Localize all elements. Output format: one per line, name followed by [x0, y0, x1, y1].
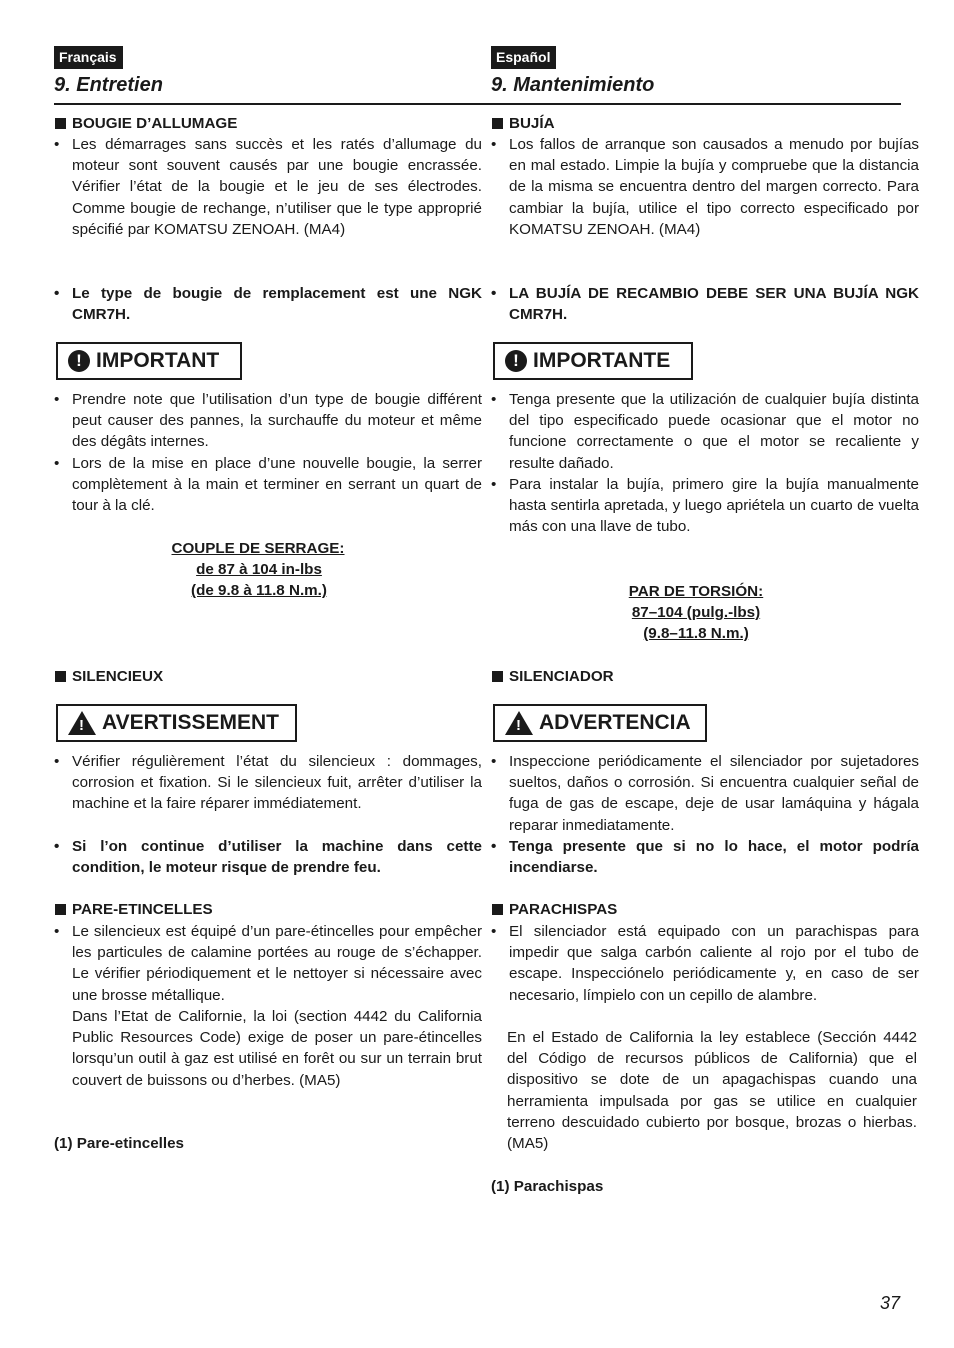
arrestor-item-1: • Le silencieux est équipé d’un pare-étincelles pour empêcher les particules de calamine portées au rouge de s’échapper. Le vérifier périodiquement et le nettoyer si nécessaire avec une brosse métallique. [54, 923, 482, 1004]
square-bullet-icon [55, 118, 66, 129]
spark-plug-text: • Les démarrages sans succès et les ratés d’allumage du moteur sont souvent causés par une bougie encrassée. Vérifier l’état de la bougie et le jeu de ses électrodes. Comme bougie de rechange, n’utiliser que le type approprié spécifié par KOMATSU ZENOAH. (MA4) [54, 136, 482, 238]
muffler-item-1: • Inspeccione periódicamente el silenciador por sujetadores sueltos, daños o corrosión. Si encuentra cualquier señal de fuga de gas de escape, deje de usar lamáquina y hágala reparar inmediatamente. [491, 753, 919, 834]
torque-line-3: (de 9.8 à 11.8 N.m.) [191, 582, 327, 599]
arrestor-item-2: Dans l’Etat de Californie, la loi (section 4442 du California Public Resources Code) exige de poser un pare-étincelles lorsqu’un outil à gaz est utilisé en forêt ou sur un terrain brut couvert de buissons ou d’herbes. (MA5) [72, 1008, 482, 1089]
section-title: 9. Entretien [54, 74, 163, 96]
exclamation-icon: ! [505, 350, 527, 372]
warning-box: ! ADVERTENCIA [493, 704, 707, 742]
torque-line-2: de 87 à 104 in-lbs [196, 561, 322, 578]
torque-line-2: 87–104 (pulg.-lbs) [631, 604, 761, 621]
french-content [54, 0, 482, 1348]
page-number: 37 [880, 1293, 901, 1313]
important-item-1: • Prendre note que l’utilisation d’un type de bougie différent peut causer des pannes, la surchauffe du moteur et même des dégâts internes. [54, 391, 482, 451]
muffler-header: SILENCIEUX [54, 666, 482, 687]
spark-plug-text: • Los fallos de arranque son causados a menudo por bujías en mal estado. Limpie la bujía y compruebe que la distancia de la misma se encuentra dentro del margen correcto. Para cambiar la bujía, utilice el tipo correcto especificado por KOMATSU ZENOAH. (MA4) [491, 136, 919, 238]
arrestor-item-1: • El silenciador está equipado con un parachispas para impedir que salga carbón caliente al rojo por el tubo de escape. Inspecciónelo periódicamente y, en caso de ser necesario, límpielo con un cepillo de alambre. [491, 923, 919, 1004]
section-title: 9. Mantenimiento [491, 74, 655, 96]
spark-plug-header: BUJÍA [491, 113, 919, 134]
warning-box: ! AVERTISSEMENT [56, 704, 297, 742]
muffler-item-2: • Si l’on continue d’utiliser la machine dans cette condition, le moteur risque de prendre feu. [54, 838, 482, 877]
language-tab: Español [491, 46, 556, 69]
warning-triangle-icon: ! [505, 711, 533, 735]
arrestor-header: PARACHISPAS [491, 899, 919, 920]
square-bullet-icon [55, 671, 66, 682]
arrestor-item-2: En el Estado de California la ley establece (Sección 4442 del Código de recursos públicos de California) que el dispositivo se dote de un apagachispas cuando una herramienta impulsada por gas se utilice en cualquier terreno descuidado cubierto por bosque, brozas o hierbas. (MA5) [507, 1029, 917, 1153]
torque-line-1: COUPLE DE SERRAGE: [171, 540, 345, 557]
important-box: ! IMPORTANTE [493, 342, 693, 380]
warning-triangle-icon: ! [68, 711, 96, 735]
important-box: ! IMPORTANT [56, 342, 242, 380]
important-item-2: • Para instalar la bujía, primero gire la bujía manualmente hasta sentirla apretada, y luego apriételа un cuarto de vuelta más con una llave de tubo. [491, 476, 919, 536]
torque-line-3: (9.8–11.8 N.m.) [643, 625, 749, 642]
important-item-2: • Lors de la mise en place d’une nouvelle bougie, la serrer complètement à la main et terminer en serrant un quart de tour à la clé. [54, 455, 482, 515]
torque-line-1: PAR DE TORSIÓN: [628, 583, 764, 600]
square-bullet-icon [492, 671, 503, 682]
square-bullet-icon [55, 904, 66, 915]
spanish-content [491, 0, 919, 1348]
spark-plug-header: BOUGIE D’ALLUMAGE [54, 113, 482, 134]
muffler-item-1: • Vérifier régulièrement l’état du silencieux : dommages, corrosion et fixation. Si le silencieux fuit, arrêter d’utiliser la machine et la faire réparer immédiatement. [54, 753, 482, 813]
square-bullet-icon [492, 904, 503, 915]
figure-caption: (1) Parachispas [491, 1178, 604, 1195]
spark-plug-note: • Le type de bougie de remplacement est une NGK CMR7H. [54, 285, 482, 324]
spark-plug-note: • LA BUJÍA DE RECAMBIO DEBE SER UNA BUJÍA NGK CMR7H. [491, 285, 919, 324]
figure-caption: (1) Pare-etincelles [54, 1135, 184, 1152]
important-item-1: • Tenga presente que la utilización de cualquier bujía distinta del tipo especificado puede ocasionar que el motor no funcione correctamente o que el motor se recaliente y resulte dañado. [491, 391, 919, 472]
muffler-item-2: • Tenga presente que si no lo hace, el motor podría incendiarse. [491, 838, 919, 877]
language-tab: Français [54, 46, 123, 69]
muffler-header: SILENCIADOR [491, 666, 919, 687]
exclamation-icon: ! [68, 350, 90, 372]
square-bullet-icon [492, 118, 503, 129]
arrestor-header: PARE-ETINCELLES [54, 899, 482, 920]
